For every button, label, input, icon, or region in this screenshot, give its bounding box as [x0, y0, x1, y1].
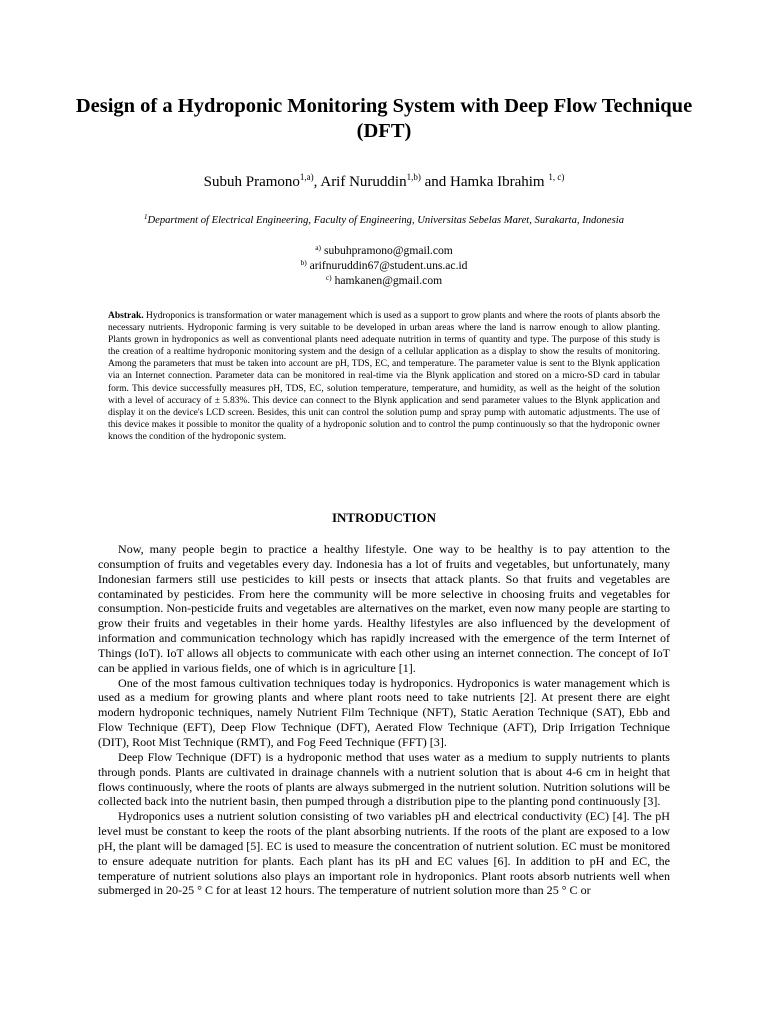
- body-paragraph: One of the most famous cultivation techniques today is hydroponics. Hydroponics is water management which is used as a medium for growing plants and where plant roots need to take nutrients [2]. At present there are eight modern hydroponic techniques, namely Nutrient Film Technique (NFT), Static Aeration Technique (SAT), Ebb and Flow Technique (EFT), Deep Flow Technique (DFT), Aerated Flow Technique (AFT), Drip Irrigation Technique (DIT), Root Mist Technique (RMT), and Fog Feed Technique (FFT) [3].: [98, 675, 670, 749]
- author-name: Arif Nuruddin: [320, 174, 407, 190]
- author-list: [60, 172, 708, 192]
- affiliation-text: Department of Electrical Engineering, Faculty of Engineering, Universitas Sebelas Maret, Surakarta, Indonesia: [147, 215, 625, 226]
- email-line: [60, 273, 708, 288]
- affiliation-mark: 1: [143, 213, 148, 221]
- body-paragraph: Now, many people begin to practice a healthy lifestyle. One way to be healthy is to pay attention to the consumption of fruits and vegetables every day. Indonesia has a lot of fruits and vegetables, but unfortunately, many Indonesian farmers still use pesticides to kill pests or insects that attack plants. So that fruits and vegetables are contaminated by pesticides. From here the community will be more selective in choosing fruits and vegetables for consumption. Non-pesticide fruits and vegetables are alternatives on the market, even now many people are starting to grow their fruits and vegetables in their home yards. Healthy lifestyles are also influenced by the development of information and communication technology which has rapidly increased with the emergence of the term Internet of Things (IoT). IoT allows all objects to communicate with each other using an internet connection. The concept of IoT can be applied in various fields, one of which is in agriculture [1].: [98, 542, 670, 675]
- email-address: subuhpramono@gmail.com: [323, 244, 453, 257]
- section-heading-introduction: INTRODUCTION: [331, 510, 436, 525]
- introduction-body: [98, 542, 670, 898]
- email-mark: a): [315, 243, 322, 252]
- abstract: [108, 310, 660, 443]
- body-paragraph: Deep Flow Technique (DFT) is a hydroponic method that uses water as a medium to supply nutrients to plants through ponds. Plants are cultivated in drainage channels with a nutrient solution that is about 4-6 cm in height that flows continuously, where the roots of plants are always submerged in the nutrient solution. Nutrition solutions will be collected back into the nutrient basin, then pumped through a distribution pipe to the planting pond continuously [3].: [98, 749, 670, 809]
- author-separator: and: [420, 174, 451, 190]
- author-affiliation-mark: 1,b): [406, 172, 421, 182]
- author-separator: ,: [313, 174, 321, 190]
- author-name: Hamka Ibrahim: [450, 174, 545, 190]
- author-affiliation-mark: 1, c): [548, 172, 565, 182]
- email-mark: c): [325, 273, 332, 282]
- abstract-text: Hydroponics is transformation or water management which is used as a support to grow plants and where the roots of plants absorb the necessary nutrients. Hydroponic farming is very suitable to be developed in urban areas where the land is narrow enough to allow planting. Plants grown in hydroponics as well as conventional plants need adequate nutrition in terms of quantity and type. The purpose of this study is the creation of a realtime hydroponic monitoring system and the design of a cellular application as a display to show the results of monitoring. Among the parameters that must be taken into account are pH, TDS, EC, and temperature. The parameter value is sent to the Blynk application via an Internet connection. Parameter data can be monitored in real-time via the Blynk application and stored on a micro-SD card in tabular form. This device successfully measures pH, TDS, EC, solution temperature, temperature, and humidity, as well as the height of the solution with a level of accuracy of ± 5.83%. This device can connect to the Blynk application and send parameter values to the Blynk application and display it on the device's LCD screen. Besides, this unit can control the solution pump and spray pump with automatic adjustments. The use of this device makes it possible to monitor the quality of a hydroponic solution and to control the pump continuously so that the hydroponic owner knows the condition of the hydroponic system.: [108, 311, 660, 442]
- author-affiliation-mark: 1,a): [299, 172, 314, 182]
- email-mark: b): [300, 258, 307, 267]
- email-line: [60, 258, 708, 273]
- email-line: [60, 243, 708, 258]
- affiliation: [60, 214, 708, 228]
- body-paragraph: Hydroponics uses a nutrient solution consisting of two variables pH and electrical conductivity (EC) [4]. The pH level must be constant to keep the roots of the plant absorbing nutrients. If the roots of the plant are exposed to a low pH, the plant will be damaged [5]. EC is used to measure the concentration of nutrient solution. EC must be monitored to ensure adequate nutrition for plants. Each plant has its pH and EC values [6]. In addition to pH and EC, the temperature of nutrient solutions also plays an important role in hydroponics. Plant roots absorb nutrients well when submerged in 20-25 ° C for at least 12 hours. The temperature of nutrient solution more than 25 ° C or: [98, 809, 670, 898]
- email-address: hamkanen@gmail.com: [334, 274, 443, 287]
- email-list: [60, 243, 708, 288]
- abstract-label: Abstrak.: [108, 311, 144, 321]
- paper-title: Design of a Hydroponic Monitoring System with Deep Flow Technique (DFT): [75, 95, 693, 142]
- email-address: arifnuruddin67@student.uns.ac.id: [309, 259, 468, 272]
- author-name: Subuh Pramono: [203, 174, 300, 190]
